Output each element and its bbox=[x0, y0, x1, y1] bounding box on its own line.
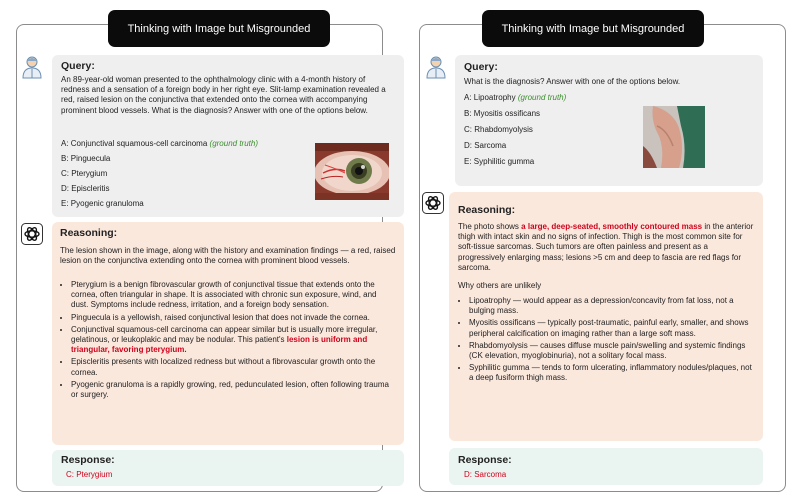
right-response-value: D: Sarcoma bbox=[464, 470, 507, 479]
left-question: An 89-year-old woman presented to the ophthalmology clinic with a 4-month history of redness and a sensation of a foreign body in her right eye. Slit-lamp examination revealed a red, raised lesion on the conjunctiva that extended onto the cornea with accompanying prominent blood vessels. What is the diagnosis? Answer with one of the options below. bbox=[61, 75, 386, 115]
list-item: • Lipoatrophy — would appear as a depression/concavity from fat loss, not a bulging mass. bbox=[469, 296, 756, 316]
left-bullet-list bbox=[60, 280, 396, 402]
bullet-text: Conjunctival squamous-cell carcinoma can appear similar but is usually more irregular, gelatinous, or leukoplakic and may be nodular. This patient's bbox=[71, 324, 378, 345]
list-item bbox=[71, 325, 396, 356]
thigh-photo bbox=[643, 106, 705, 168]
doctor-avatar-icon bbox=[425, 55, 447, 84]
right-option-c: C: Rhabdomyolysis bbox=[464, 125, 533, 134]
doctor-avatar-icon bbox=[21, 55, 43, 84]
right-option-a bbox=[464, 93, 566, 103]
list-item: • Rhabdomyolysis — causes diffuse muscle pain/swelling and systemic findings (CK elevation, myoglobinuria), not a solitary focal mass. bbox=[469, 341, 756, 361]
left-response-heading: Response: bbox=[61, 454, 115, 466]
reasoning-text: in the anterior thigh with intact skin and no signs of infection. Thigh is the most common site for soft-tissue sarcomas. Such tumors are often painless and present as a progressively enlarging mass; lesions >5 cm and deep to fascia are red flags for sarcoma. bbox=[458, 222, 754, 272]
misgrounded-highlight: a large, deep-seated, smoothly contoured mass bbox=[521, 222, 703, 231]
right-option-e: E: Syphilitic gumma bbox=[464, 157, 535, 166]
left-response-value: C: Pterygium bbox=[66, 470, 113, 479]
left-option-d: D: Episcleritis bbox=[61, 184, 110, 193]
right-reasoning-heading: Reasoning: bbox=[458, 204, 516, 216]
left-reasoning-heading: Reasoning: bbox=[60, 227, 118, 239]
right-option-d: D: Sarcoma bbox=[464, 141, 507, 150]
list-item: • Myositis ossificans — typically post-traumatic, painful early, smaller, and shows peripheral calcification on imaging rather than a large soft mass. bbox=[469, 318, 756, 338]
right-query-heading: Query: bbox=[464, 61, 498, 73]
option-text: A: Conjunctival squamous-cell carcinoma bbox=[61, 139, 208, 148]
option-text: A: Lipoatrophy bbox=[464, 93, 516, 102]
left-option-a bbox=[61, 139, 258, 149]
right-bullet-list bbox=[458, 296, 756, 386]
right-title: Thinking with Image but Misgrounded bbox=[501, 22, 685, 35]
right-option-b: B: Myositis ossificans bbox=[464, 109, 541, 118]
reasoning-text: The photo shows bbox=[458, 222, 519, 231]
left-reasoning-intro: The lesion shown in the image, along with the history and examination findings — a red, raised lesion on the conjunctiva extending onto the cornea with prominent blood vessels. bbox=[60, 246, 396, 266]
right-reasoning-body bbox=[458, 222, 756, 273]
list-item: • Syphilitic gumma — tends to form ulcerating, inflammatory nodules/plaques, not a deep fusiform thigh mass. bbox=[469, 363, 756, 383]
list-item: • Pinguecula is a yellowish, raised conjunctival lesion that does not invade the cornea. bbox=[71, 313, 396, 323]
left-option-b: B: Pinguecula bbox=[61, 154, 111, 163]
ground-truth-note: (ground truth) bbox=[517, 93, 567, 102]
left-query-heading: Query: bbox=[61, 60, 95, 72]
left-title: Thinking with Image but Misgrounded bbox=[127, 22, 311, 35]
right-question: What is the diagnosis? Answer with one of the options below. bbox=[464, 77, 681, 86]
left-title-badge bbox=[108, 10, 330, 47]
left-option-c: C: Pterygium bbox=[61, 169, 108, 178]
eye-photo bbox=[315, 143, 389, 200]
openai-logo-icon bbox=[422, 192, 444, 219]
right-why-heading: Why others are unlikely bbox=[458, 281, 542, 290]
list-item: • Episcleritis presents with localized redness but without a fibrovascular growth onto the cornea. bbox=[71, 357, 396, 377]
list-item: • Pterygium is a benign fibrovascular growth of conjunctival tissue that extends onto the cornea, often triangular in shape. It is associated with chronic sun exposure, wind, and dust. Symptoms include redness, irritation, and a foreign body sensation. bbox=[71, 280, 396, 311]
list-item: • Pyogenic granuloma is a rapidly growing, red, pedunculated lesion, often following trauma or surgery. bbox=[71, 380, 396, 400]
right-title-badge bbox=[482, 10, 704, 47]
left-option-e: E: Pyogenic granuloma bbox=[61, 199, 144, 208]
right-response-heading: Response: bbox=[458, 454, 512, 466]
openai-logo-icon bbox=[21, 223, 43, 250]
ground-truth-note: (ground truth) bbox=[209, 139, 258, 148]
misgrounded-highlight: lesion is uniform and triangular, favoring pterygium. bbox=[71, 335, 368, 355]
